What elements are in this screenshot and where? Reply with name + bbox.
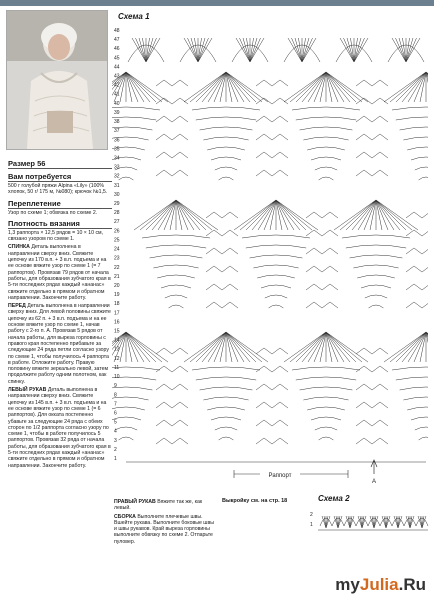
schema2-row-1: 1 (310, 522, 313, 528)
left-sleeve-section (8, 387, 112, 469)
front-title: ПЕРЕД (8, 303, 26, 310)
assembly-title: СБОРКА (114, 513, 136, 520)
assembly-text: Выполните плечевые швы. Вшейте рукава. Выполните боковые швы и швы рукавов. Край выреза горловины выполните обвязку по схеме 2. Отпарьте пуловер. (114, 513, 214, 545)
row-numbers (114, 28, 120, 462)
row-number: 27 (114, 219, 120, 226)
logo-brand: Julia (359, 575, 399, 594)
row-number: 41 (114, 91, 120, 98)
size-heading: Размер 56 (8, 159, 112, 169)
row-number: 23 (114, 255, 120, 262)
rapport-label: Раппорт (268, 473, 292, 479)
row-number: 36 (114, 137, 120, 144)
row-number: 31 (114, 182, 120, 189)
right-sleeve-section (114, 499, 218, 512)
pattern-text: Узор по схеме 1; обвязка по схеме 2. (8, 209, 98, 216)
row-number: 40 (114, 100, 120, 107)
model-photo (6, 10, 108, 150)
rapport-marker (234, 460, 377, 485)
row-number: 25 (114, 237, 120, 244)
schema2-row-2: 2 (310, 512, 313, 518)
row-number: 34 (114, 155, 120, 162)
row-number: 15 (114, 328, 120, 335)
back-title: СПИНКА (8, 244, 30, 251)
row-number: 37 (114, 128, 120, 135)
assembly-section (114, 514, 218, 545)
site-logo (335, 575, 426, 595)
row-number: 14 (114, 337, 120, 344)
row-number: 43 (114, 73, 120, 80)
gauge-text: 1,3 раппорта × 12,5 рядов = 10 × 10 см, связано узором по схеме 1. (8, 229, 104, 243)
logo-prefix: my (335, 575, 360, 594)
logo-suffix: .Ru (398, 575, 426, 594)
row-number: 30 (114, 191, 120, 198)
row-number: 4 (114, 428, 117, 435)
back-text: Деталь выполнена в направлении сверху вниз. Свяжите цепочку из 170 в.п. + 3 в.п. подъема и на ее основе вяжите узор по схеме 1 (= 7 раппортов). Провязав 79 рядов от начала работы, для образования зубчатого края в 5-ти последних рядах каждый «ананас» свяжите отдельно в прямом и обратном направлении. Закончите работу. (8, 244, 111, 301)
row-number: 7 (114, 401, 117, 408)
right-sleeve-text: Вяжите так же, как левый. (114, 499, 203, 512)
row-number: 18 (114, 301, 120, 308)
crochet-chart-1 (112, 22, 428, 494)
row-number: 48 (114, 28, 120, 34)
row-number: 42 (114, 82, 120, 89)
row-number: 10 (114, 374, 120, 381)
left-sleeve-text: Деталь выполнена в направлении сверху вниз. Свяжите цепочку из 145 в.п. + 3 в.п. подъема и на ее основе вяжите узор по схеме 1 (= 6 раппортов). Для окката постепенно убавьте за следующие 24 ряда с обеих сторон по 1/2 раппорта согласно узору по схеме 1, чтобы в работе получилось 5 раппортов. Провязав 32 ряда от начала работы, для образования зубчатого края в 5-ти последних рядах каждый «ананас» свяжите отдельно в прямом и обратном направлении. Закончите работу. (8, 387, 111, 469)
row-number: 28 (114, 210, 120, 217)
instructions-column-2 (114, 498, 218, 547)
row-number: 29 (114, 201, 120, 208)
row-number: 20 (114, 282, 120, 289)
materials-heading: Вам потребуется (8, 172, 112, 182)
row-number: 5 (114, 419, 117, 426)
row-number: 16 (114, 319, 120, 326)
row-number: 1 (114, 456, 117, 462)
row-number: 8 (114, 392, 117, 399)
left-sleeve-title: ЛЕВЫЙ РУКАВ (8, 387, 47, 394)
row-number: 2 (114, 446, 117, 453)
row-number: 24 (114, 246, 120, 253)
row-number: 32 (114, 173, 120, 180)
front-text: Деталь выполнена в направлении сверху вниз. Для левой половины свяжите цепочку из 62 п. + 3 в.п. подъема и на ее основе вяжите узор по схеме 1, начав работу с 2-го п. А. Провязав 5 рядов от начала работы, для выреза горловины с правого края постепенно прибавьте за следующие 24 ряда петли согласно узору по схеме 1, чтобы получилось 4 раппорта в работе. Отложите работу. Правую половину вяжите зеркально левой, затем продолжите работу одним полотном, как спинку. (8, 303, 111, 385)
row-number: 12 (114, 355, 120, 362)
schema1-title: Схема 1 (118, 12, 150, 21)
row-number: 6 (114, 410, 117, 417)
row-number: 47 (114, 37, 120, 44)
materials-text: 500 г голубой пряжи Alpina «Lily» (100% хлопок, 50 г/ 175 м, №080); крючок №1,5. (8, 183, 108, 196)
row-number: 11 (114, 364, 120, 371)
pattern-heading: Переплетение (8, 199, 112, 209)
row-number: 44 (114, 64, 120, 71)
row-number: 17 (114, 310, 120, 317)
row-number: 46 (114, 46, 120, 53)
row-number: 45 (114, 55, 120, 62)
row-number: 9 (114, 383, 117, 390)
pineapple-motifs (112, 38, 428, 462)
crochet-chart-2 (308, 502, 430, 542)
instructions-column (8, 156, 112, 471)
schema2-title: Схема 2 (318, 494, 350, 503)
row-number: 21 (114, 273, 120, 280)
row-number: 22 (114, 264, 120, 271)
pattern-reference: Выкройку см. на стр. 18 (222, 498, 288, 504)
top-bar (0, 0, 434, 6)
back-section (8, 244, 112, 301)
front-section (8, 303, 112, 385)
row-number: 26 (114, 228, 120, 235)
right-sleeve-title: ПРАВЫЙ РУКАВ (114, 499, 156, 505)
row-number: 38 (114, 119, 120, 126)
row-number: 35 (114, 146, 120, 153)
row-number: 13 (114, 346, 120, 353)
row-number: 33 (114, 164, 120, 171)
row-number: 39 (114, 109, 120, 116)
row-number: 19 (114, 292, 120, 299)
gauge-heading: Плотность вязания (8, 219, 112, 229)
row-number: 3 (114, 437, 117, 444)
marker-a: А (371, 479, 377, 485)
